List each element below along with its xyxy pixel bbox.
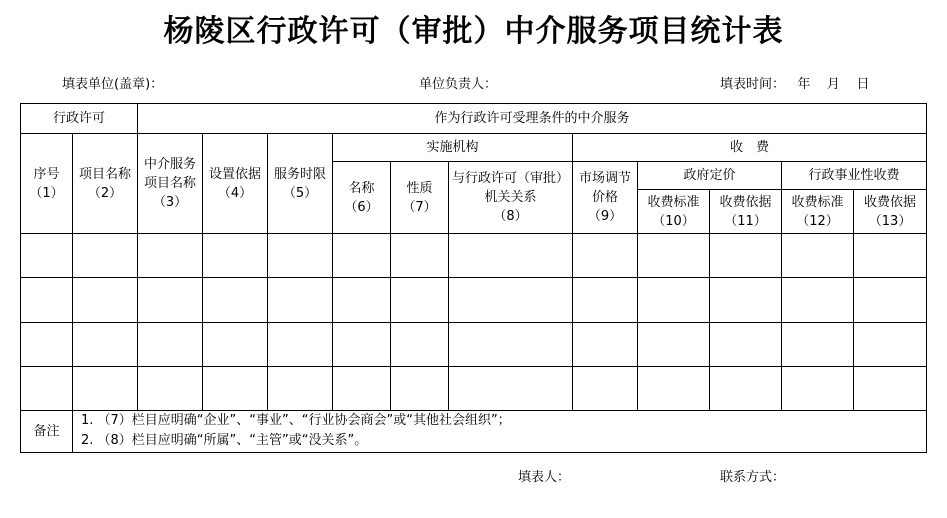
table-cell[interactable] (333, 234, 391, 278)
table-cell[interactable] (449, 366, 573, 410)
table-cell[interactable] (268, 366, 333, 410)
filler-label: 填表人： (518, 470, 571, 485)
contact-label: 联系方式： (720, 470, 786, 485)
table-cell[interactable] (573, 322, 638, 366)
table-cell[interactable] (21, 322, 73, 366)
table-cell[interactable] (638, 278, 710, 322)
table-cell[interactable] (138, 234, 203, 278)
table-row (21, 322, 927, 366)
table-cell[interactable] (854, 322, 927, 366)
table-cell[interactable] (333, 278, 391, 322)
note-line-1: 1. （7）栏目应明确“企业”、“事业”、“行业协会商会”或“其他社会组织”； (81, 413, 511, 429)
header-col-2: 项目名称 （2） (73, 134, 138, 234)
notes-label: 备注 (21, 410, 73, 452)
table-cell[interactable] (73, 366, 138, 410)
header-col-3: 中介服务项目名称 （3） (138, 134, 203, 234)
table-cell[interactable] (782, 278, 854, 322)
table-cell[interactable] (638, 366, 710, 410)
table-cell[interactable] (21, 366, 73, 410)
table-cell[interactable] (268, 234, 333, 278)
table-cell[interactable] (854, 278, 927, 322)
table-cell[interactable] (573, 234, 638, 278)
header-col-11: 收费依据 （11） (710, 190, 782, 234)
unit-head-label: 单位负责人： (419, 77, 498, 92)
table-cell[interactable] (391, 322, 449, 366)
header-implementing-org: 实施机构 (333, 134, 573, 162)
header-gov-pricing: 政府定价 (638, 162, 782, 190)
table-cell[interactable] (449, 322, 573, 366)
table-cell[interactable] (203, 234, 268, 278)
table-cell[interactable] (391, 234, 449, 278)
table-row (21, 278, 927, 322)
header-col-10: 收费标准 （10） (638, 190, 710, 234)
table-cell[interactable] (449, 278, 573, 322)
notes-content (73, 410, 927, 452)
table-cell[interactable] (782, 322, 854, 366)
filling-time-label: 填表时间： 年 月 日 (720, 77, 870, 92)
table-cell[interactable] (449, 234, 573, 278)
table-cell[interactable] (782, 366, 854, 410)
table-cell[interactable] (73, 322, 138, 366)
filling-unit-label: 填表单位(盖章)： (62, 77, 164, 92)
table-cell[interactable] (391, 366, 449, 410)
header-col-13: 收费依据 （13） (854, 190, 927, 234)
table-cell[interactable] (782, 234, 854, 278)
table-cell[interactable] (710, 366, 782, 410)
table-cell[interactable] (21, 278, 73, 322)
note-line-2: 2. （8）栏目应明确“所属”、“主管”或“没关系”。 (81, 433, 368, 449)
table-cell[interactable] (73, 234, 138, 278)
table-cell[interactable] (138, 366, 203, 410)
header-col-9: 市场调节价格 （9） (573, 162, 638, 234)
table-cell[interactable] (138, 278, 203, 322)
header-intermediary-service: 作为行政许可受理条件的中介服务 (138, 104, 927, 134)
table-cell[interactable] (73, 278, 138, 322)
header-col-12: 收费标准 （12） (782, 190, 854, 234)
header-admin-permit: 行政许可 (21, 104, 138, 134)
table-cell[interactable] (203, 278, 268, 322)
table-cell[interactable] (268, 278, 333, 322)
table-cell[interactable] (573, 278, 638, 322)
statistics-table (20, 103, 927, 453)
table-cell[interactable] (710, 278, 782, 322)
table-cell[interactable] (21, 234, 73, 278)
table-cell[interactable] (268, 322, 333, 366)
table-cell[interactable] (391, 278, 449, 322)
table-cell[interactable] (138, 322, 203, 366)
table-row (21, 234, 927, 278)
table-cell[interactable] (638, 234, 710, 278)
header-col-5: 服务时限 （5） (268, 134, 333, 234)
table-cell[interactable] (638, 322, 710, 366)
header-col-4: 设置依据 （4） (203, 134, 268, 234)
header-col-6: 名称 （6） (333, 162, 391, 234)
table-cell[interactable] (333, 322, 391, 366)
table-cell[interactable] (710, 322, 782, 366)
table-row (21, 366, 927, 410)
header-col-7: 性质 （7） (391, 162, 449, 234)
header-col-1: 序号 （1） (21, 134, 73, 234)
table-cell[interactable] (854, 366, 927, 410)
table-cell[interactable] (573, 366, 638, 410)
table-cell[interactable] (203, 366, 268, 410)
table-cell[interactable] (710, 234, 782, 278)
table-cell[interactable] (854, 234, 927, 278)
header-fees: 收 费 (573, 134, 927, 162)
page-title: 杨陵区行政许可（审批）中介服务项目统计表 (163, 14, 784, 49)
header-col-8: 与行政许可（审批）机关关系 （8） (449, 162, 573, 234)
table-cell[interactable] (203, 322, 268, 366)
header-admin-fees: 行政事业性收费 (782, 162, 927, 190)
table-cell[interactable] (333, 366, 391, 410)
